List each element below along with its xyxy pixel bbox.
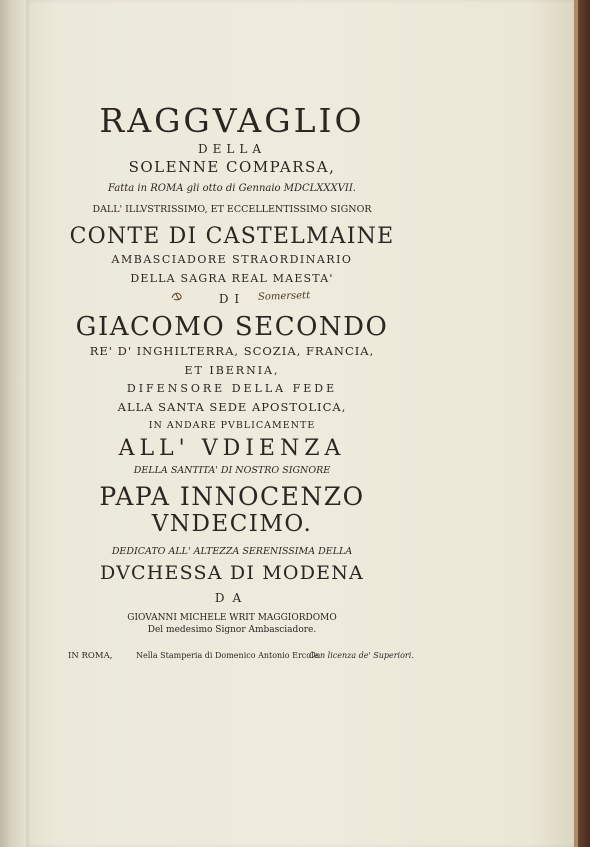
title-line-ambasciadore: AMBASCIADORE STRAORDINARIO	[111, 253, 353, 266]
dedication-line: DEDICATO ALL' ALTEZZA SERENISSIMA DELLA	[111, 546, 353, 557]
title-line-santita: DELLA SANTITA' DI NOSTRO SIGNORE	[133, 465, 331, 476]
honorific-line: DALL' ILLVSTRISSIMO, ET ECCELLENTISSIMO SIGNOR	[92, 204, 372, 215]
title-line-giacomo: GIACOMO SECONDO	[75, 312, 389, 342]
title-line-ibernia: ET IBERNIA,	[184, 364, 280, 377]
author-subline: Del medesimo Signor Ambasciadore.	[147, 625, 317, 635]
handwritten-annotation: Somersett	[257, 290, 311, 303]
title-line-udienza: ALL' VDIENZA	[118, 436, 346, 461]
title-line-santa-sede: ALLA SANTA SEDE APOSTOLICA,	[117, 400, 347, 414]
left-page-edge	[0, 0, 26, 847]
title-line-re: RE' D' INGHILTERRA, SCOZIA, FRANCIA,	[89, 344, 375, 358]
date-line: Fatta in ROMA gli otto di Gennaio MDCLXXXVII.	[108, 183, 356, 194]
imprint-printer: Nella Stamperia di Domenico Antonio Ercole.	[136, 651, 321, 660]
title-line-da: DA	[214, 591, 250, 605]
title-line-solenne-comparsa: SOLENNE COMPARSA,	[128, 158, 336, 176]
title-line-undecimo: VNDECIMO.	[151, 511, 313, 537]
title-line-conte: CONTE DI CASTELMAINE	[69, 224, 395, 249]
title-line-difensore: DIFENSORE DELLA FEDE	[126, 382, 338, 395]
main-title: RAGGVAGLIO	[99, 101, 365, 140]
title-line-sagra: DELLA SAGRA REAL MAESTA'	[130, 272, 334, 285]
imprint-place: IN ROMA,	[68, 651, 113, 661]
title-line-della: DELLA	[198, 142, 266, 156]
imprint-license: Con licenza de' Superiori.	[309, 651, 414, 660]
title-line-duchessa: DVCHESSA DI MODENA	[100, 562, 364, 584]
title-line-papa: PAPA INNOCENZO	[99, 482, 365, 511]
book-binding	[574, 0, 590, 847]
title-line-di: DI	[218, 292, 246, 306]
ink-mark-icon	[170, 290, 184, 302]
title-line-andare: IN ANDARE PVBLICAMENTE	[148, 420, 316, 431]
author-line: GIOVANNI MICHELE WRIT MAGGIORDOMO	[127, 613, 337, 623]
